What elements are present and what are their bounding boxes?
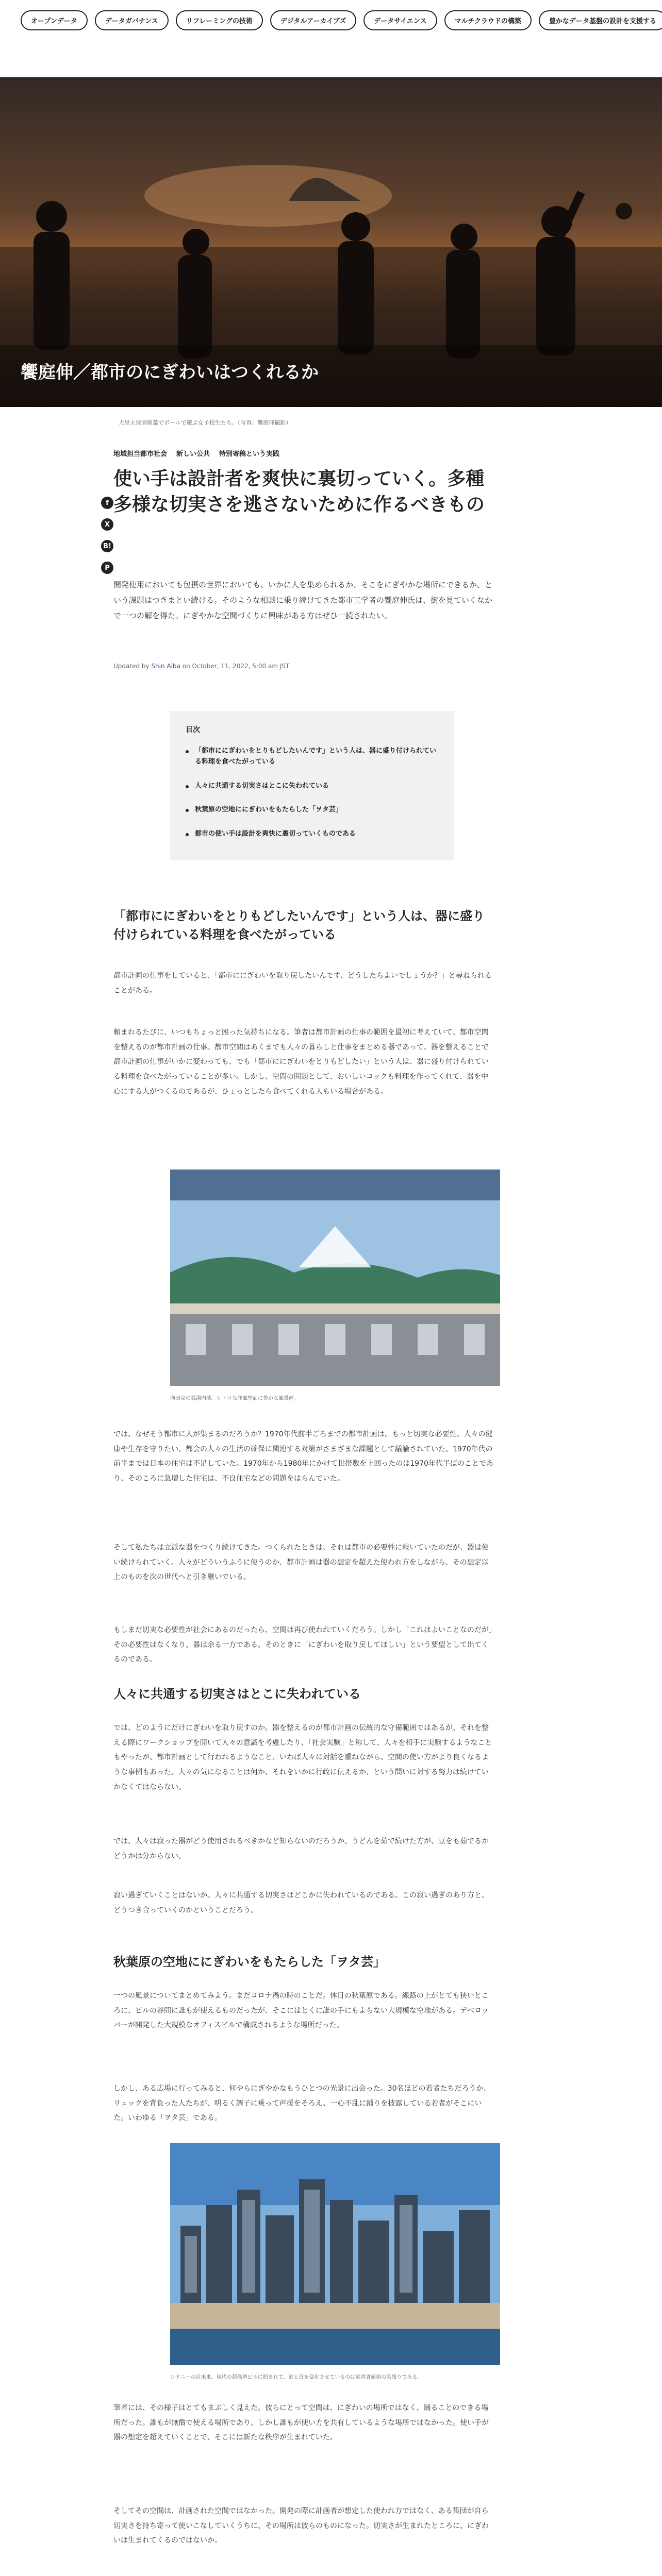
city-skyline-illustration	[170, 2143, 500, 2365]
paragraph: もしまだ切実な必要性が社会にあるのだったら、空間は再び使われていくだろう。しかし「これはよいことなのだが」その必要性はなくなり、器は余る一方である。そのときに「にぎわいを取り戻してほしい」という要望として出てくるのである。	[113, 1626, 492, 1664]
paragraph: では、なぜそう都市に人が集まるのだろうか？1970年代前半ごろまでの都市計画は、もっと切実な必要性、人々の健康や生存を守りたい、都会の人々の生活の確保に関連する対策がさまざまな課題として議論されていた。1970年代の前半までは日本の住宅は不足していた。1970年から1980年にかけて世帯数を上回ったのは1970年代半ばのことであり、そのころに急増した住宅は、不良住宅などの問題をはらんでいた。	[113, 1430, 493, 1483]
hatena-bookmark-icon[interactable]: B!	[101, 540, 113, 552]
section-heading: 人々に共通する切実さはとこに失われている	[113, 1687, 361, 1701]
author-link[interactable]: Shin Aiba	[151, 663, 180, 670]
bathhouse-photo	[170, 1170, 500, 1386]
paragraph: では、どのようにだけにぎわいを取り戻すのか。器を整えるのが都市計画の伝統的な守備範囲ではあるが、それを整える際にワークショップを開いて人々の意識を考慮したり、「社会実験」と称して、人々を相手に実験するようなこともやったが、都市計画として行われるようなこと、いわば人々に対話を重ねながら、空間の使い方がより良くなるような事例もあった。人々の気になることは何か、それをいかに行政に伝えるか、という問いに対する努力は続けていかなくてはならない。	[113, 1724, 492, 1791]
crumb-tag[interactable]: 地域担当都市社会	[113, 450, 168, 458]
hero-silhouettes	[0, 77, 662, 407]
paragraph: 筆者には、その様子はとてもまぶしく見えた。彼らにとって空間は、にぎわいの場所ではなく、踊ることのできる場所だった。誰もが無償で使える場所であり、しかし誰もが使い方を共有しているような場所ではなかった。使い手が器の想定を超えていくことで、そこには新たな秩序が生まれていた。	[113, 2404, 489, 2442]
bullet-icon	[186, 809, 189, 812]
paragraph: そしてその空間は、計画された空間ではなかった。開発の際に計画者が想定した使われ方ではなく、ある集団が自ら切実さを持ち寄って使いこなしていくうちに、その場所は彼らのものになった。切実さが生まれたところに、にぎわいは生まれてくるのではないか。	[113, 2507, 489, 2545]
toc-item[interactable]	[186, 781, 438, 792]
nav-item-data-science[interactable]: データサイエンス	[363, 10, 437, 30]
page-title: 使い手は設計者を爽快に裏切っていく。多種多様な切実さを逃さないために作るべきもの	[113, 468, 485, 515]
paragraph: 一つの風景についてまとめてみよう。まだコロナ禍の時のことだ。休日の秋葉原である。線路の上がとても狭いところに、ビルの谷間に誰もが使えるものだったが、そこにはとくに誰の手にもよらない大規模な空地がある。デベロッパーが開発した大規模なオフィスビルで構成されるような場所だった。	[113, 1992, 489, 2030]
nav-item-open-data[interactable]: オープンデータ	[21, 10, 88, 30]
facebook-icon[interactable]: f	[101, 497, 113, 509]
section-heading: 秋葉原の空地ににぎわいをもたらした「ヲタ芸」	[113, 1955, 386, 1969]
hero-title: 饗庭伸／都市のにぎわいはつくれるか	[21, 362, 319, 383]
nav-item-digital-archives[interactable]: デジタルアーカイブズ	[270, 10, 356, 30]
crumb-tag[interactable]: 新しい公共	[176, 450, 210, 458]
toc-item[interactable]	[186, 805, 438, 816]
toc-item-label: 人々に共通する切実さはとこに失われている	[195, 782, 329, 790]
toc-item-label: 「都市ににぎわいをとりもどしたいんです」という人は、器に盛り付けられている料理を食べたがっている	[195, 747, 437, 766]
photo-caption: シドニーの近未来。現代の超高層ビルに囲まれて、港と昔を変化させているのは港湾倉庫街の名残りである。	[170, 2375, 423, 2380]
bullet-icon	[186, 750, 189, 753]
top-nav	[0, 0, 662, 40]
updated-date: on October, 11, 2022, 5:00 am JST	[182, 663, 290, 670]
toc-item[interactable]	[186, 829, 438, 840]
toc-item[interactable]	[186, 746, 438, 768]
hero-caption: 大里天保園廃墓でボールで遊ぶ女子校生たち。（写真：饗庭伸撮影）	[119, 419, 292, 426]
updated-prefix: Updated by	[113, 663, 150, 670]
nav-item-reframing[interactable]: リフレーミングの技術	[176, 10, 263, 30]
paragraph: 寂い過ぎていくことはないか。人々に共通する切実さはどこかに失われているのである。この寂い過ぎのあり方と、どうつき合っていくのかということだろう。	[113, 1891, 489, 1914]
paragraph: 都市計画の仕事をしていると、「都市ににぎわいを取り戻したいんです、どうしたらよいでしょうか？」と尋ねられることがある。	[113, 972, 492, 995]
nav-item-data-governance[interactable]: データガバナンス	[95, 10, 169, 30]
bullet-icon	[186, 785, 189, 788]
article-lead: 開発使用においても包摂の世界においても、いかに人を集められるか、そこをにぎやかな場所にできるか、という課題はつきまとい続ける。そのような相談に乗り続けてきた都市工学者の饗庭伸氏は、街を見ていくなかで一つの解を得た。にぎやかな空間づくりに興味がある方はぜひ一読されたい。	[113, 580, 493, 620]
nav-item-data-platform[interactable]: 豊かなデータ基盤の設計を支援する	[539, 10, 662, 30]
section-heading: 「都市ににぎわいをとりもどしたいんです」という人は、器に盛り付けられている料理を食べたがっている	[113, 909, 485, 942]
pinterest-icon[interactable]: P	[101, 562, 113, 574]
breadcrumb	[113, 448, 495, 458]
hero-image	[0, 77, 662, 407]
paragraph: では、人々は寂った器がどう使用されるべきかなど知らないのだろうか。うどんを茹で続けた方が、豆をも茹でるかどうかは分からない。	[113, 1837, 489, 1860]
bullet-icon	[186, 833, 189, 836]
paragraph: 頼まれるたびに、いつもちょっと困った気持ちになる。筆者は都市計画の仕事の範囲を最初に考えていて、都市空間を整えるのが都市計画の仕事。都市空間はあくまでも人々の暮らしと仕事をまとめる器であって、器を整えることで都市計画の仕事がいかに変わっても、でも「都市ににぎわいをとりもどしたい」という人は、器に盛り付けられている料理を食べたがっていることが多い。しかし、空間の問題として、おいしいコックも料理を作ってくれて、器を中心にする人がつくるのであるが、ひょっとしたら食べてくれる人もいる場合がある。	[113, 1028, 489, 1096]
bathhouse-illustration	[170, 1170, 500, 1386]
toc-item-label: 都市の使い手は設計を爽快に裏切っていくものである	[195, 830, 356, 838]
share-bar	[101, 497, 113, 574]
photo-caption: 向田家の銭湯内装。レトロな洋風壁面に豊かな風景画。	[170, 1396, 299, 1401]
paragraph: そして私たちは立派な器をつくり続けてきた。つくられたときは、それは都市の必要性に報いていたのだが、器は使い続けられていく。人々がどういうふうに使うのか、都市計画は器の想定を超えた使われ方をしながら、その想定以上のものを次の世代へと引き継いでいる。	[113, 1544, 489, 1582]
crumb-tag[interactable]: 特別寄稿という実践	[219, 450, 280, 458]
x-icon[interactable]: X	[101, 518, 113, 531]
toc-item-label: 秋葉原の空地ににぎわいをもたらした「ヲタ芸」	[195, 806, 342, 814]
paragraph: しかし、ある広場に行ってみると、何やらにぎやかなもうひとつの光景に出会った。30名ほどの若者たちだろうか、リュックを背負った人たちが、明るく調子に乗って声援をそろえ、一心不乱に踊りを披露している若者がそこにいた。いわゆる「ヲタ芸」である。	[113, 2084, 491, 2123]
updated-line	[113, 663, 495, 670]
city-photo	[170, 2143, 500, 2365]
nav-item-multicloud[interactable]: マルチクラウドの構築	[444, 10, 532, 30]
table-of-contents	[170, 711, 454, 860]
toc-heading: 目次	[186, 726, 200, 734]
